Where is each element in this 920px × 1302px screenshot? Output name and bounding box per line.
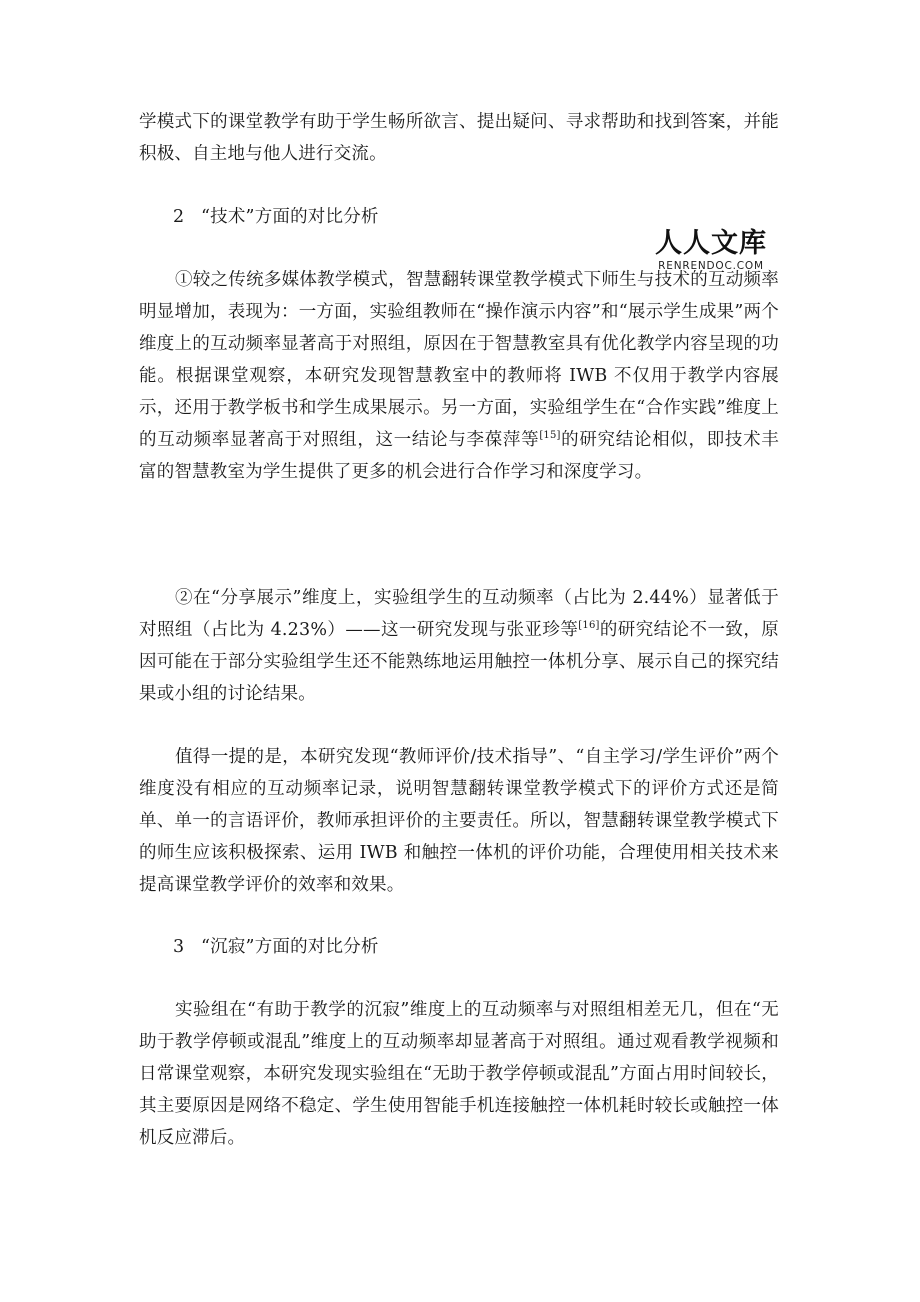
paragraph-text: ②在“分享展示”维度上，实验组学生的互动频率（占比为 2.44%）显著低于对照组（占比为 4.23%）——这一研究发现与张亚珍等 (139, 588, 779, 640)
citation-ref-16[interactable]: [16] (578, 620, 600, 632)
watermark-title: 人人文库 (655, 228, 767, 259)
section-3-paragraph-1: 实验组在“有助于教学的沉寂”维度上的互动频率与对照组相差无几，但在“无助于教学停顿或混乱”维度上的互动频率却显著高于对照组。通过观看教学视频和日常课堂观察，本研究发现实验组在“无助于教学停顿或混乱”方面占用时间较长，其主要原因是网络不稳定、学生使用智能手机连接触控一体机耗时较长或触控一体机反应滞后。 (139, 1000, 779, 1148)
section-3-number: 3 (173, 937, 185, 957)
paragraph-text: 的研究结论相似，即技术丰富的智慧教室为学生提供了更多的机会进行合作学习和深度学习。 (139, 430, 779, 482)
section-2-title: “技术”方面的对比分析 (201, 207, 379, 227)
section-2-paragraph-3: 值得一提的是，本研究发现“教师评价/技术指导”、“自主学习/学生评价”两个维度没有相应的互动频率记录，说明智慧翻转课堂教学模式下的评价方式还是简单、单一的言语评价，教师承担评价的主要责任。所以，智慧翻转课堂教学模式下的师生应该积极探索、运用 IWB 和触控一体机的评价功能，合理使用相关技术来提高课堂教学评价的效率和效果。 (139, 747, 779, 895)
paragraph-text: 的研究结论不一致，原因可能在于部分实验组学生还不能熟练地运用触控一体机分享、展示自己的探究结果或小组的讨论结果。 (139, 620, 780, 704)
watermark-subtitle: RENRENDOC.COM (658, 260, 764, 272)
section-2-paragraph-2 (139, 582, 779, 710)
section-3-title: “沉寂”方面的对比分析 (201, 937, 379, 957)
section-2-number: 2 (173, 207, 185, 227)
paragraph-text: ①较之传统多媒体教学模式，智慧翻转课堂教学模式下师生与技术的互动频率明显增加，表现为：一方面，实验组教师在“操作演示内容”和“展示学生成果”两个维度上的互动频率显著高于对照组，原因在于智慧教室具有优化教学内容呈现的功能。根据课堂观察，本研究发现智慧教室中的教师将 IWB 不仅用于教学内容展示，还用于教学板书和学生成果展示。另一方面，实验组学生在“合作实践”维度上的互动频率显著高于对照组，这一结论与李葆萍等 (139, 270, 779, 450)
watermark-logo (649, 228, 773, 272)
section-3-heading (173, 931, 379, 963)
section-2-heading (173, 201, 379, 233)
intro-paragraph: 学模式下的课堂教学有助于学生畅所欲言、提出疑问、寻求帮助和找到答案，并能积极、自主地与他人进行交流。 (139, 112, 779, 164)
section-2-paragraph-1 (139, 264, 779, 488)
citation-ref-15[interactable]: [15] (539, 430, 561, 442)
